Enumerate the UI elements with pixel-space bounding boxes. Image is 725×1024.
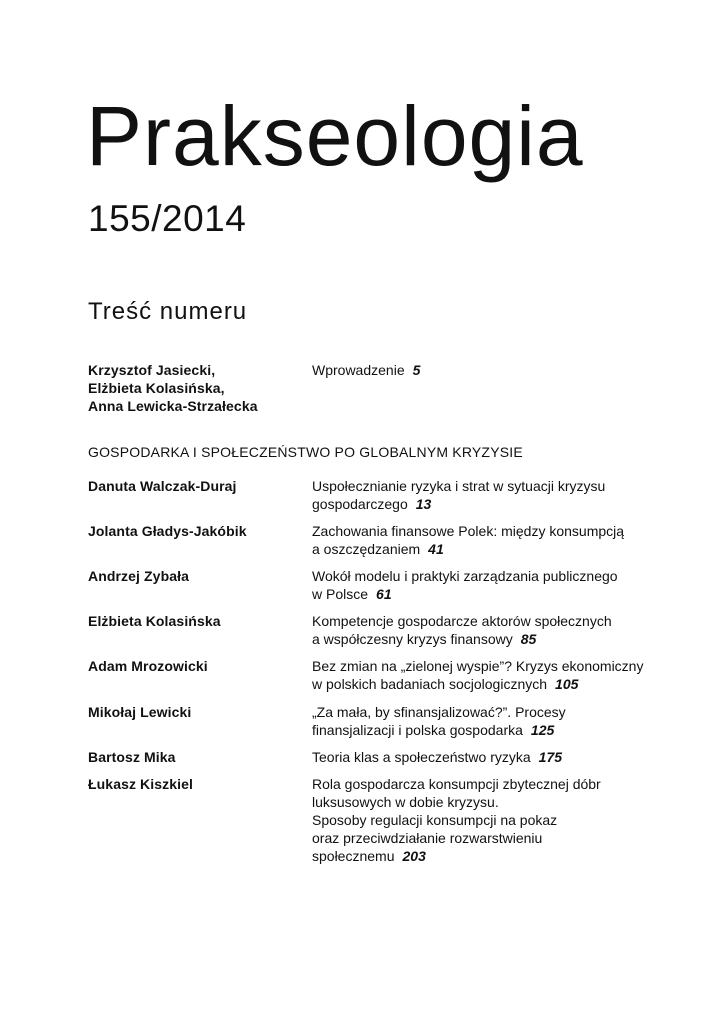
author-name: Anna Lewicka-Strzałecka	[88, 398, 258, 414]
article-title-line: Rola gospodarcza konsumpcji zbytecznej dóbr	[312, 776, 601, 792]
article-title	[312, 567, 652, 603]
article-title-line: Wprowadzenie	[312, 362, 405, 378]
article-title-line: a oszczędzaniem	[312, 541, 421, 557]
article-title	[312, 703, 652, 739]
author-name: Mikołaj Lewicki	[88, 704, 192, 720]
toc-authors	[88, 361, 303, 415]
author-name: Danuta Walczak-Duraj	[88, 478, 237, 494]
section-heading: GOSPODARKA I SPOŁECZEŃSTWO PO GLOBALNYM KRYZYSIE	[88, 444, 523, 460]
page-number: 203	[402, 848, 426, 864]
article-title-line: a współczesny kryzys finansowy	[312, 631, 513, 647]
author-name: Adam Mrozowicki	[88, 658, 208, 674]
article-title	[312, 612, 652, 648]
journal-title: Prakseologia	[86, 89, 584, 183]
article-title-line: Uspołecznianie ryzyka i strat w sytuacji kryzysu	[312, 478, 606, 494]
article-title	[312, 657, 652, 693]
article-title-line: Wokół modelu i praktyki zarządzania publicznego	[312, 568, 618, 584]
toc-heading: Treść numeru	[88, 298, 248, 325]
author-name: Elżbieta Kolasińska	[88, 613, 221, 629]
article-title-line: Sposoby regulacji konsumpcji na pokaz	[312, 812, 558, 828]
article-title	[312, 522, 652, 558]
author-name: Andrzej Zybała	[88, 568, 189, 584]
author-name: Łukasz Kiszkiel	[88, 776, 193, 792]
article-title-line: Zachowania finansowe Polek: między konsumpcją	[312, 523, 625, 539]
page-number: 105	[555, 676, 579, 692]
article-title-line: Bez zmian na „zielonej wyspie”? Kryzys ekonomiczny	[312, 658, 644, 674]
article-title-line: gospodarczego	[312, 496, 408, 512]
page-number: 5	[412, 362, 421, 378]
article-title-line: społecznemu	[312, 848, 395, 864]
page-number: 175	[538, 749, 563, 765]
page-number: 13	[415, 496, 432, 512]
author-name: Krzysztof Jasiecki,	[88, 362, 216, 378]
author-name: Bartosz Mika	[88, 749, 176, 765]
issue-number: 155/2014	[88, 198, 247, 239]
page-number: 125	[530, 722, 555, 738]
article-title-line: „Za mała, by sfinansjalizować?”. Procesy	[312, 704, 566, 720]
article-title-line: Teoria klas a społeczeństwo ryzyka	[312, 749, 531, 765]
author-name: Jolanta Gładys-Jakóbik	[88, 523, 247, 539]
author-name: Elżbieta Kolasińska,	[88, 380, 225, 396]
article-title	[312, 775, 652, 865]
page-number: 41	[428, 541, 444, 557]
article-title	[312, 748, 652, 766]
page-number: 61	[376, 586, 392, 602]
article-title	[312, 477, 652, 513]
article-title-line: luksusowych w dobie kryzysu.	[312, 794, 499, 810]
article-title-line: w polskich badaniach socjologicznych	[312, 676, 548, 692]
article-title-line: oraz przeciwdziałanie rozwarstwieniu	[312, 830, 543, 846]
article-title-line: finansjalizacji i polska gospodarka	[312, 722, 523, 738]
article-title-line: Kompetencje gospodarcze aktorów społecznych	[312, 613, 612, 629]
article-title	[312, 361, 652, 379]
article-title-line: w Polsce	[312, 586, 369, 602]
page-number: 85	[520, 631, 537, 647]
